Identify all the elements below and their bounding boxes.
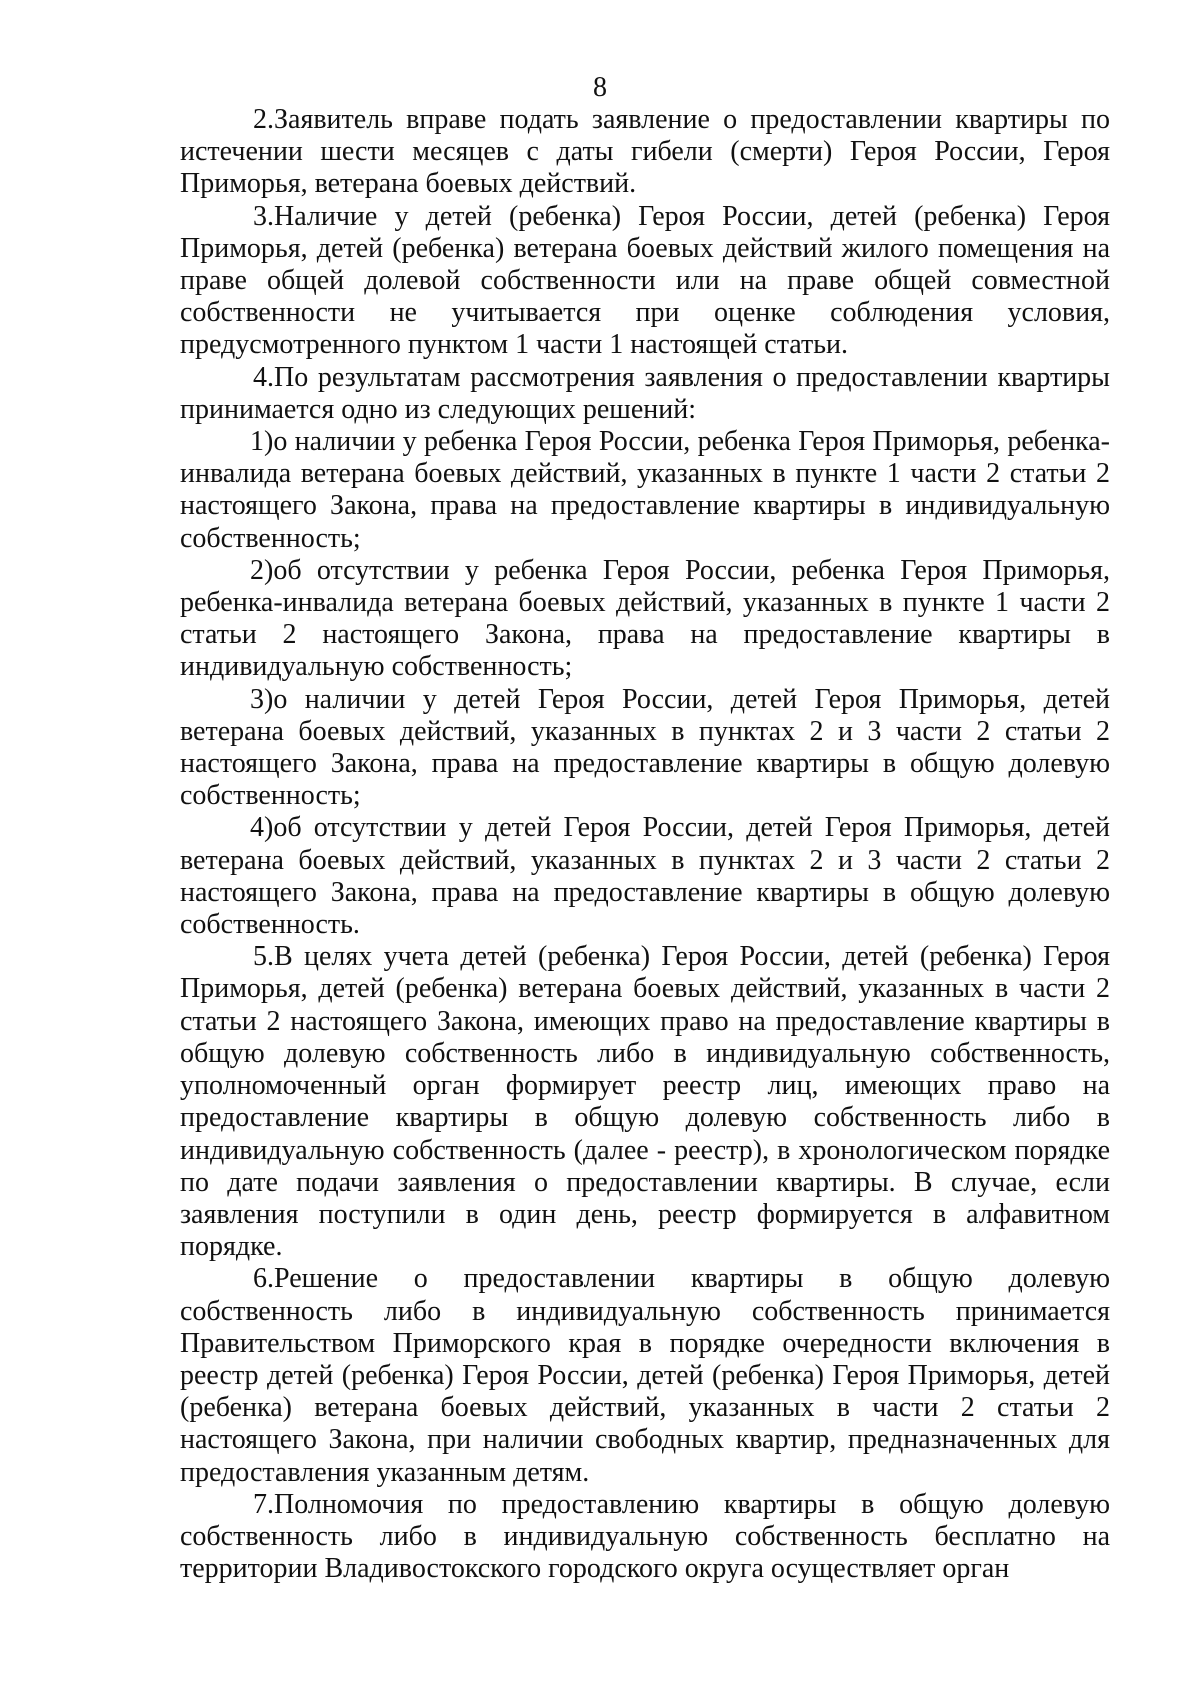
list-item-decision-4: 4)об отсутствии у детей Героя России, детей Героя Приморья, детей ветерана боевых действий, указанных в пунктах 2 и 3 части 2 статьи 2 настоящего Закона, права на предоставление квартиры в общую долевую собственность. bbox=[180, 812, 1110, 941]
paragraph-part-2: 2.Заявитель вправе подать заявление о предоставлении квартиры по истечении шести месяцев с даты гибели (смерти) Героя России, Героя Приморья, ветерана боевых действий. bbox=[180, 104, 1110, 200]
list-item-decision-2: 2)об отсутствии у ребенка Героя России, ребенка Героя Приморья, ребенка-инвалида ветерана боевых действий, указанных в пункте 1 части 2 статьи 2 настоящего Закона, права на предоставление квартиры в индивидуальную собственность; bbox=[180, 554, 1110, 683]
list-item-decision-1: 1)о наличии у ребенка Героя России, ребенка Героя Приморья, ребенка-инвалида ветерана боевых действий, указанных в пункте 1 части 2 статьи 2 настоящего Закона, права на предоставление квартиры в индивидуальную собственность; bbox=[180, 426, 1110, 554]
list-item-decision-3: 3)о наличии у детей Героя России, детей Героя Приморья, детей ветерана боевых действий, указанных в пунктах 2 и 3 части 2 статьи 2 настоящего Закона, права на предоставление квартиры в общую долевую собственность; bbox=[180, 683, 1110, 812]
paragraph-part-5: 5.В целях учета детей (ребенка) Героя России, детей (ребенка) Героя Приморья, детей (ребенка) ветерана боевых действий, указанных в части 2 статьи 2 настоящего Закона, имеющих право на предоставление квартиры в общую долевую собственность либо в индивидуальную собственность, уполномоченный орган формирует реестр лиц, имеющих право на предоставление квартиры в общую долевую собственность либо в индивидуальную собственность (далее - реестр), в хронологическом порядке по дате подачи заявления о предоставлении квартиры. В случае, если заявления поступили в один день, реестр формируется в алфавитном порядке. bbox=[180, 941, 1110, 1263]
page-number: 8 bbox=[593, 72, 607, 103]
paragraph-part-6: 6.Решение о предоставлении квартиры в общую долевую собственность либо в индивидуальную собственность принимается Правительством Приморского края в порядке очередности включения в реестр детей (ребенка) Героя России, детей (ребенка) Героя Приморья, детей (ребенка) ветерана боевых действий, указанных в части 2 статьи 2 настоящего Закона, при наличии свободных квартир, предназначенных для предоставления указанным детям. bbox=[180, 1263, 1110, 1488]
document-body bbox=[180, 104, 1110, 1585]
paragraph-part-4: 4.По результатам рассмотрения заявления о предоставлении квартиры принимается одно из следующих решений: bbox=[180, 361, 1110, 425]
paragraph-part-7: 7.Полномочия по предоставлению квартиры в общую долевую собственность либо в индивидуальную собственность бесплатно на территории Владивостокского городского округа осуществляет орган bbox=[180, 1488, 1110, 1585]
paragraph-part-3: 3.Наличие у детей (ребенка) Героя России, детей (ребенка) Героя Приморья, детей (ребенка) ветерана боевых действий жилого помещения на праве общей долевой собственности или на праве общей совместной собственности не учитывается при оценке соблюдения условия, предусмотренного пунктом 1 части 1 настоящей статьи. bbox=[180, 200, 1110, 361]
